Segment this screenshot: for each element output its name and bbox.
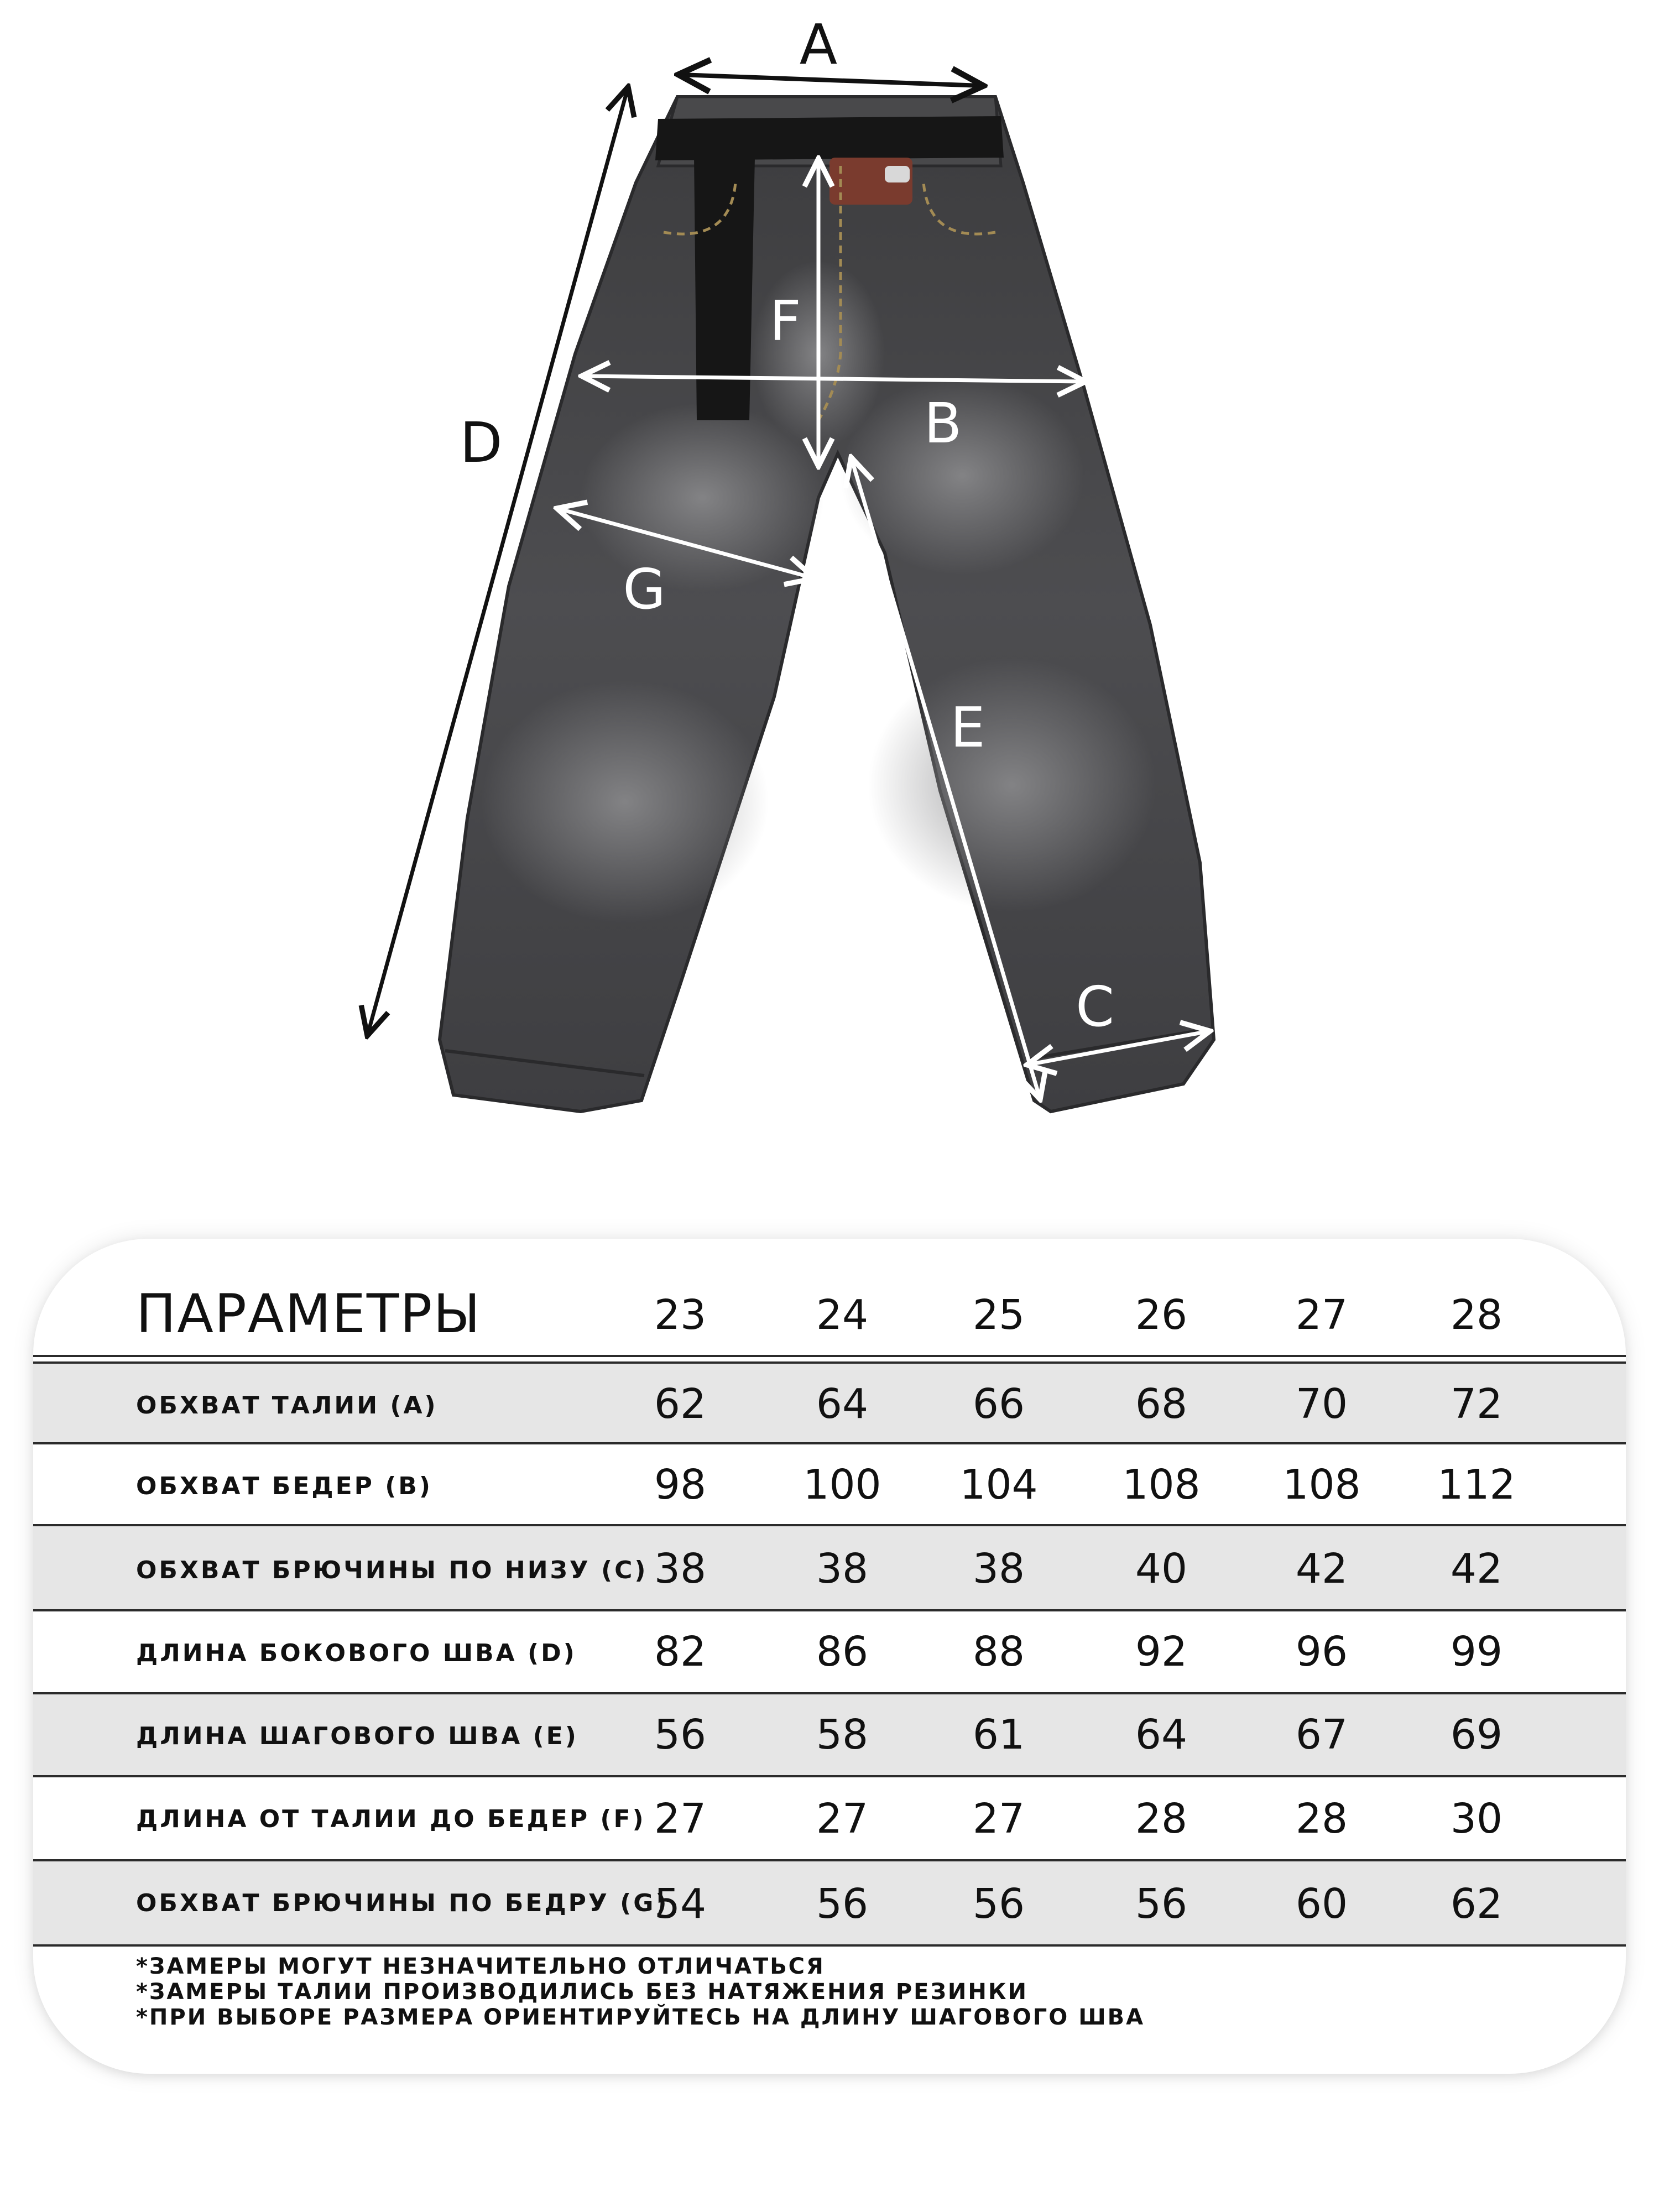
size-chart-card [33,1239,1626,2074]
param-label: ДЛИНА ШАГОВОГО ШВА (E) [136,1722,578,1750]
value-cell: 104 [959,1461,1038,1509]
table-row [33,1364,1626,1442]
param-label: ОБХВАТ БРЮЧИНЫ ПО НИЗУ (C) [136,1556,648,1584]
label-g: G [623,557,666,622]
value-cell: 112 [1437,1461,1516,1509]
size-header: 25 [972,1291,1025,1339]
value-cell: 56 [816,1880,869,1928]
value-cell: 60 [1295,1880,1348,1928]
value-cell: 27 [972,1795,1025,1843]
size-header: 23 [654,1291,707,1339]
value-cell: 30 [1450,1795,1503,1843]
value-cell: 86 [816,1628,869,1676]
value-cell: 38 [654,1545,707,1593]
footnote: *ПРИ ВЫБОРЕ РАЗМЕРА ОРИЕНТИРУЙТЕСЬ НА ДЛИНУ ШАГОВОГО ШВА [136,2005,1145,2030]
param-label: ДЛИНА ОТ ТАЛИИ ДО БЕДЕР (F) [136,1805,646,1833]
value-cell: 58 [816,1711,869,1759]
table-row [33,1526,1626,1609]
value-cell: 82 [654,1628,707,1676]
value-cell: 40 [1135,1545,1188,1593]
size-header: 28 [1450,1291,1503,1339]
table-row [33,1861,1626,1944]
table-title: ПАРАМЕТРЫ [136,1283,482,1345]
param-label: ОБХВАТ БРЮЧИНЫ ПО БЕДРУ (G) [136,1889,669,1917]
value-cell: 70 [1295,1380,1348,1428]
label-c: C [1076,974,1114,1039]
param-label: ДЛИНА БОКОВОГО ШВА (D) [136,1639,577,1667]
value-cell: 38 [972,1545,1025,1593]
label-b: B [924,391,962,456]
value-cell: 99 [1450,1628,1503,1676]
value-cell: 56 [1135,1880,1188,1928]
value-cell: 67 [1295,1711,1348,1759]
value-cell: 56 [972,1880,1025,1928]
value-cell: 56 [654,1711,707,1759]
table-row [33,1444,1626,1524]
footnotes [136,1954,1145,2030]
size-header: 26 [1135,1291,1188,1339]
label-d: D [460,410,503,475]
param-label: ОБХВАТ БЕДЕР (B) [136,1472,432,1500]
value-cell: 62 [1450,1880,1503,1928]
value-cell: 69 [1450,1711,1503,1759]
value-cell: 64 [816,1380,869,1428]
label-a: A [799,12,838,77]
value-cell: 27 [654,1795,707,1843]
value-cell: 68 [1135,1380,1188,1428]
value-cell: 62 [654,1380,707,1428]
header-rule [33,1355,1626,1357]
value-cell: 88 [972,1628,1025,1676]
table-row [33,1611,1626,1692]
value-cell: 61 [972,1711,1025,1759]
param-label: ОБХВАТ ТАЛИИ (A) [136,1391,438,1420]
value-cell: 108 [1282,1461,1361,1509]
value-cell: 108 [1122,1461,1201,1509]
size-header: 27 [1295,1291,1348,1339]
size-header: 24 [816,1291,869,1339]
value-cell: 92 [1135,1628,1188,1676]
value-cell: 28 [1135,1795,1188,1843]
table-row [33,1777,1626,1859]
value-cell: 28 [1295,1795,1348,1843]
value-cell: 38 [816,1545,869,1593]
value-cell: 72 [1450,1380,1503,1428]
value-cell: 42 [1295,1545,1348,1593]
row-divider [33,1944,1626,1947]
label-e: E [950,695,985,760]
value-cell: 42 [1450,1545,1503,1593]
footnote: *ЗАМЕРЫ МОГУТ НЕЗНАЧИТЕЛЬНО ОТЛИЧАТЬСЯ [136,1954,825,1979]
table-row [33,1694,1626,1775]
value-cell: 64 [1135,1711,1188,1759]
value-cell: 27 [816,1795,869,1843]
value-cell: 54 [654,1880,707,1928]
jeans-illustration [440,97,1214,1112]
value-cell: 100 [803,1461,881,1509]
value-cell: 96 [1295,1628,1348,1676]
value-cell: 66 [972,1380,1025,1428]
value-cell: 98 [654,1461,707,1509]
footnote: *ЗАМЕРЫ ТАЛИИ ПРОИЗВОДИЛИСЬ БЕЗ НАТЯЖЕНИЯ РЕЗИНКИ [136,1979,1029,2005]
label-f: F [769,289,801,353]
